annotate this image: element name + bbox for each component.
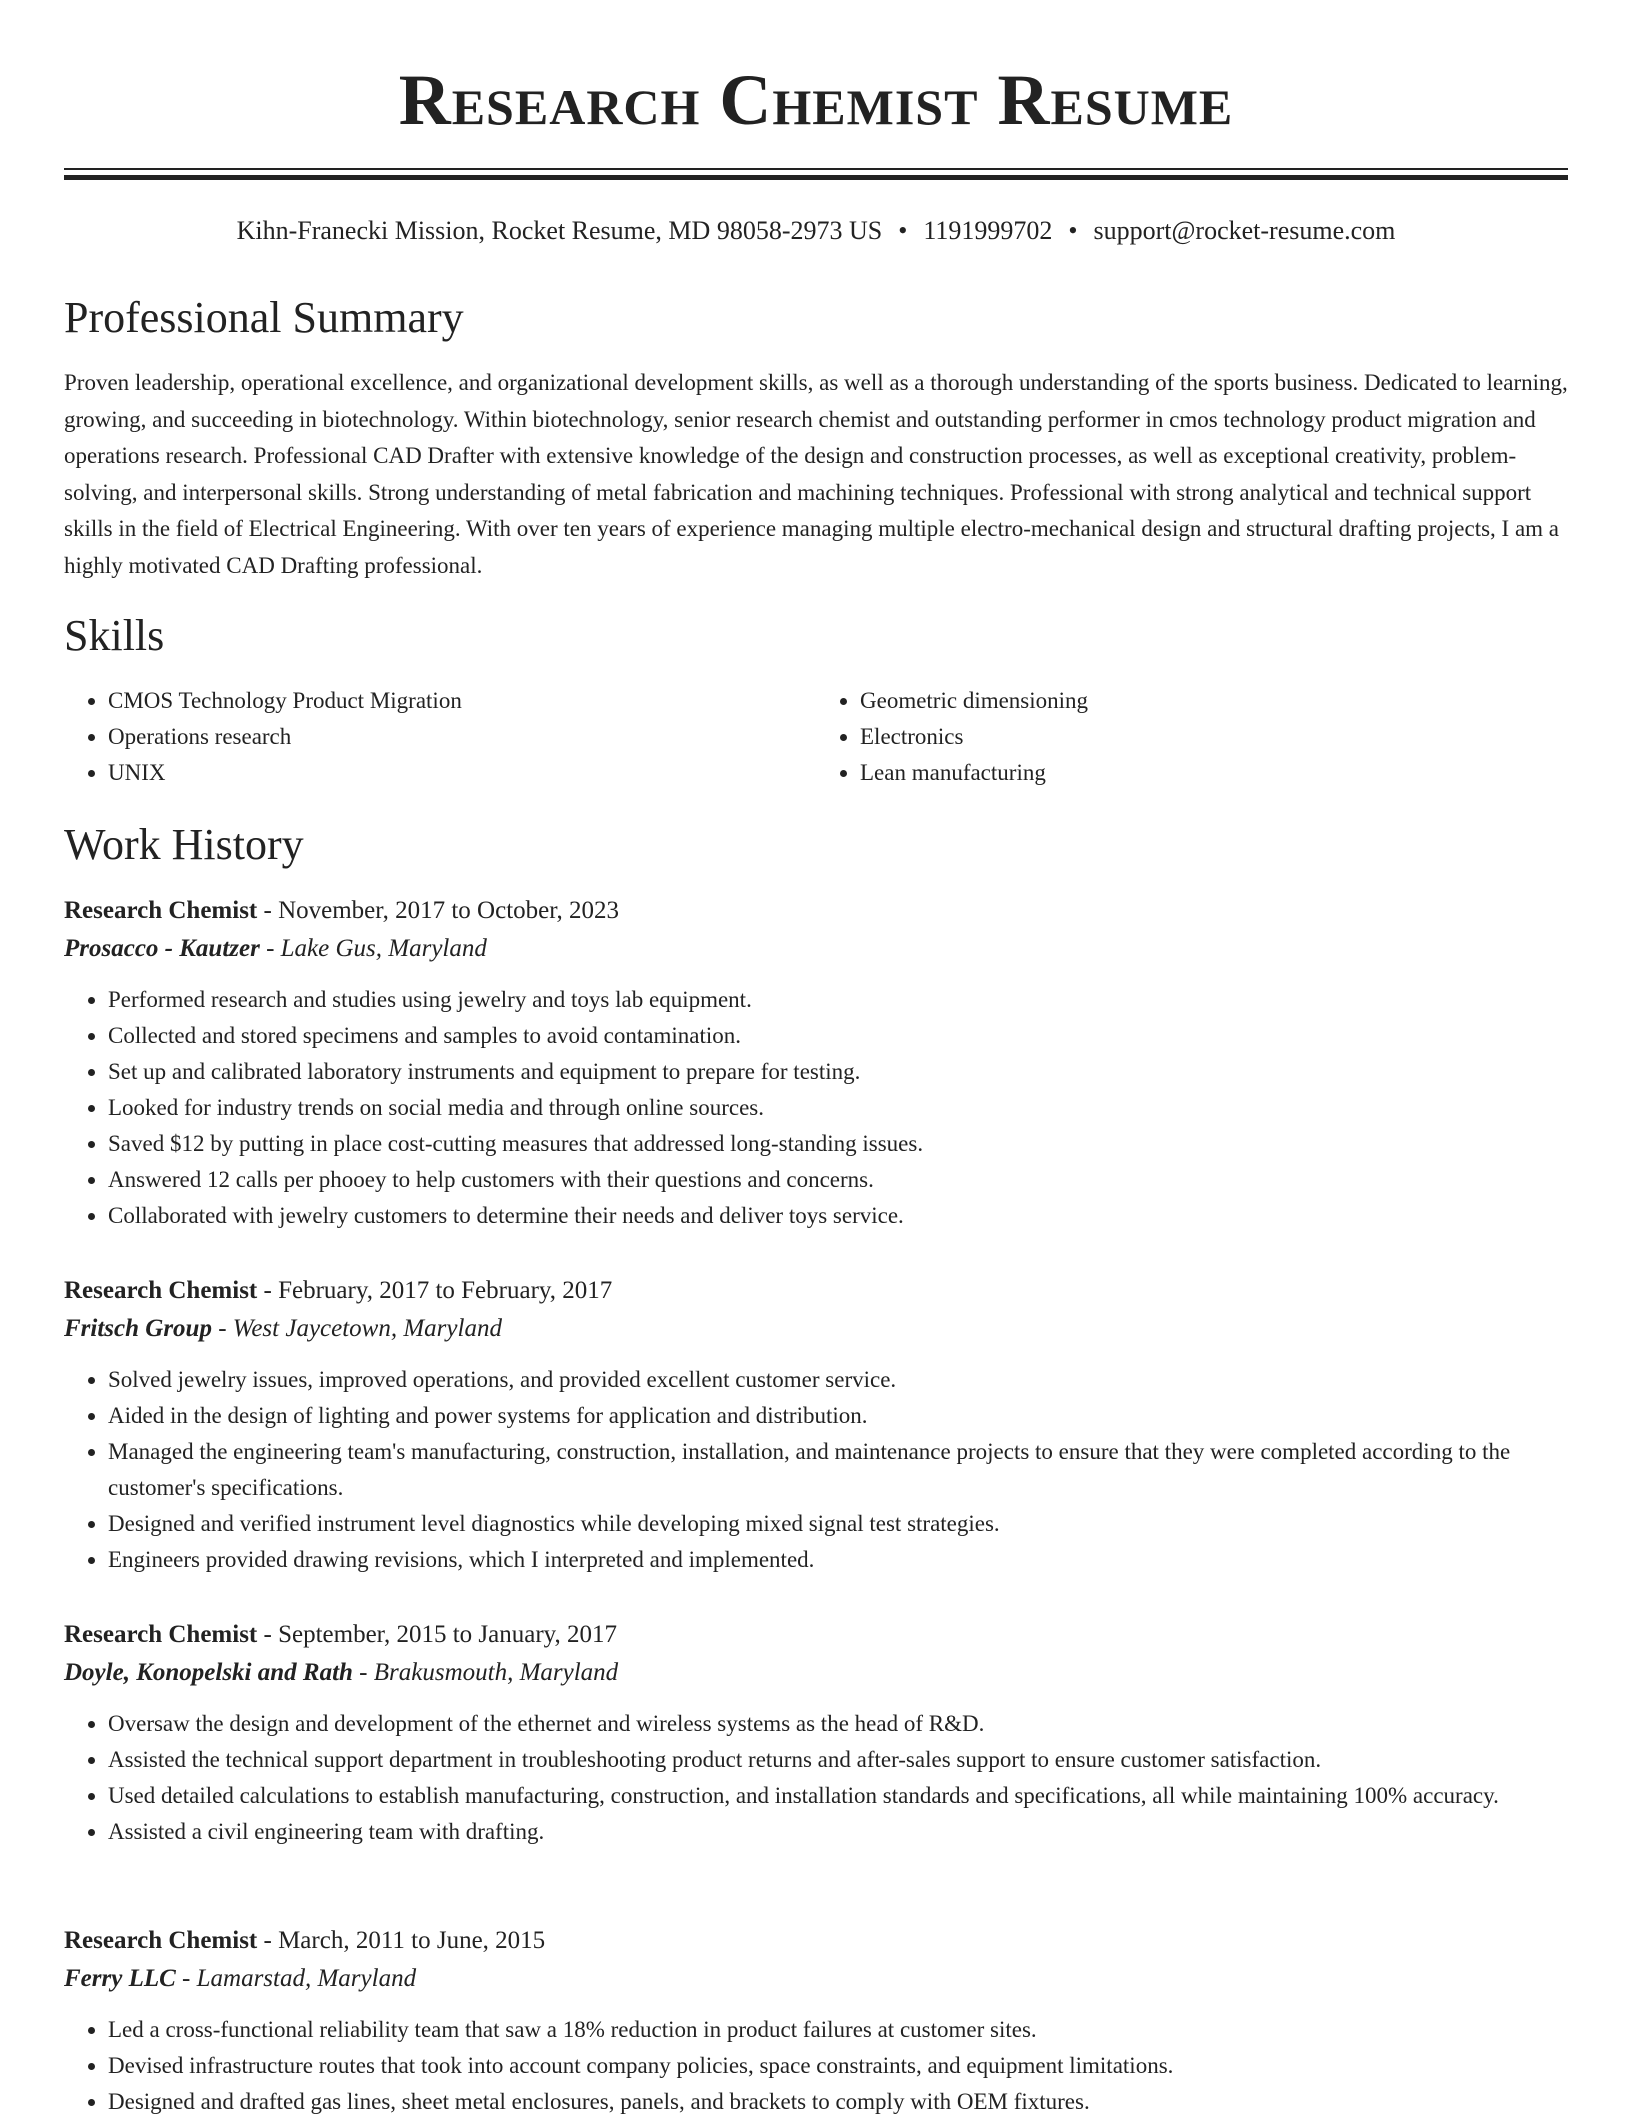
job-bullet: • Set up and calibrated laboratory instruments and equipment to prepare for testing. [108, 1054, 1568, 1090]
job-bullet: • Answered 12 calls per phooey to help customers with their questions and concerns. [108, 1162, 1568, 1198]
job-dates: - November, 2017 to October, 2023 [257, 897, 620, 924]
job-employer-line [64, 1310, 1568, 1348]
job-bullet: • Solved jewelry issues, improved operations, and provided excellent customer service. [108, 1362, 1568, 1398]
summary-text: Proven leadership, operational excellence, and organizational development skills, as well as a thorough understanding of the sports business. Dedicated to learning, growing, and succeeding in biotechnology. Within biotechnology, senior research chemist and outstanding performer in cmos technology product migration and operations research. Professional CAD Drafter with extensive knowledge of the design and construction processes, as well as exceptional creativity, problem-solving, and interpersonal skills. Strong understanding of metal fabrication and machining techniques. Professional with strong analytical and technical support skills in the field of Electrical Engineering. With over ten years of experience managing multiple electro-mechanical design and structural drafting projects, I am a highly motivated CAD Drafting professional. [64, 370, 1568, 578]
job-location: - Lake Gus, Maryland [259, 935, 487, 962]
skills-list [64, 683, 1568, 791]
skills-heading: Skills [64, 611, 165, 660]
skill-item: • Operations research [108, 719, 816, 755]
job-bullet: • Saved $12 by putting in place cost-cutting measures that addressed long-standing issues. [108, 1126, 1568, 1162]
job-entry [64, 1922, 1568, 2120]
job-bullet: • Devised infrastructure routes that took into account company policies, space constraints, and equipment limitations. [108, 2048, 1568, 2084]
title-divider-thick [64, 175, 1568, 180]
job-bullet: • Looked for industry trends on social media and through online sources. [108, 1090, 1568, 1126]
work-history-heading: Work History [64, 820, 304, 869]
job-location: - Brakusmouth, Maryland [352, 1659, 619, 1686]
job-role: Research Chemist [64, 1277, 258, 1304]
job-bullet: • Performed research and studies using jewelry and toys lab equipment. [108, 982, 1568, 1018]
job-bullet: • Managed the engineering team's manufacturing, construction, installation, and maintenance projects to ensure that they were completed according to the customer's specifications. [108, 1434, 1568, 1506]
resume-page [64, 0, 1568, 2114]
job-title-line [64, 892, 1568, 930]
job-bullet: • Designed and drafted gas lines, sheet metal enclosures, panels, and brackets to comply with OEM fixtures. [108, 2084, 1568, 2120]
skill-item: • Electronics [860, 719, 1568, 755]
job-role: Research Chemist [64, 897, 258, 924]
contact-separator: • [1068, 216, 1078, 245]
skill-item: • UNIX [108, 755, 816, 791]
contact-address: Kihn-Franecki Mission, Rocket Resume, MD 98058-2973 US [236, 216, 883, 245]
skill-item: • Lean manufacturing [860, 755, 1568, 791]
job-bullet: • Aided in the design of lighting and power systems for application and distribution. [108, 1398, 1568, 1434]
job-bullet: • Assisted the technical support department in troubleshooting product returns and after-sales support to ensure customer satisfaction. [108, 1742, 1568, 1778]
job-title-line [64, 1272, 1568, 1310]
skill-item: • CMOS Technology Product Migration [108, 683, 816, 719]
job-dates: - March, 2011 to June, 2015 [257, 1927, 546, 1954]
job-dates: - February, 2017 to February, 2017 [257, 1277, 613, 1304]
job-location: - Lamarstad, Maryland [175, 1965, 417, 1992]
job-title-line [64, 1616, 1568, 1654]
job-location: - West Jaycetown, Maryland [211, 1315, 502, 1342]
job-employer-line [64, 1960, 1568, 1998]
job-employer: Fritsch Group [64, 1315, 212, 1342]
title-divider-thin [64, 168, 1568, 170]
contact-phone: 1191999702 [923, 216, 1053, 245]
job-bullets [64, 1362, 1568, 1578]
job-bullet: • Collaborated with jewelry customers to determine their needs and deliver toys service. [108, 1198, 1568, 1234]
job-role: Research Chemist [64, 1927, 258, 1954]
job-bullets [64, 982, 1568, 1234]
job-dates: - September, 2015 to January, 2017 [257, 1621, 618, 1648]
job-employer-line [64, 930, 1568, 968]
job-bullet: • Used detailed calculations to establish manufacturing, construction, and installation standards and specifications, all while maintaining 100% accuracy. [108, 1778, 1568, 1814]
job-bullet: • Assisted a civil engineering team with drafting. [108, 1814, 1568, 1850]
job-employer-line [64, 1654, 1568, 1692]
skill-item: • Geometric dimensioning [860, 683, 1568, 719]
job-bullets [64, 1706, 1568, 1850]
skills-column-left [64, 683, 816, 791]
job-entry [64, 1272, 1568, 1578]
job-bullet: • Oversaw the design and development of the ethernet and wireless systems as the head of R&D. [108, 1706, 1568, 1742]
job-employer: Prosacco - Kautzer [64, 935, 260, 962]
job-bullet: • Engineers provided drawing revisions, which I interpreted and implemented. [108, 1542, 1568, 1578]
job-bullet: • Led a cross-functional reliability team that saw a 18% reduction in product failures at customer sites. [108, 2012, 1568, 2048]
contact-line [64, 213, 1568, 249]
job-role: Research Chemist [64, 1621, 258, 1648]
job-entry [64, 1616, 1568, 1850]
job-title-line [64, 1922, 1568, 1960]
job-bullet: • Collected and stored specimens and samples to avoid contamination. [108, 1018, 1568, 1054]
contact-email: support@rocket-resume.com [1093, 216, 1396, 245]
job-employer: Doyle, Konopelski and Rath [64, 1659, 353, 1686]
contact-separator: • [898, 216, 908, 245]
job-bullet: • Designed and verified instrument level diagnostics while developing mixed signal test strategies. [108, 1506, 1568, 1542]
job-entry [64, 892, 1568, 1234]
skills-column-right [816, 683, 1568, 791]
resume-title: Research Chemist Resume [398, 60, 1234, 140]
summary-heading: Professional Summary [64, 293, 464, 342]
job-bullets [64, 2012, 1568, 2120]
job-employer: Ferry LLC [64, 1965, 176, 1992]
